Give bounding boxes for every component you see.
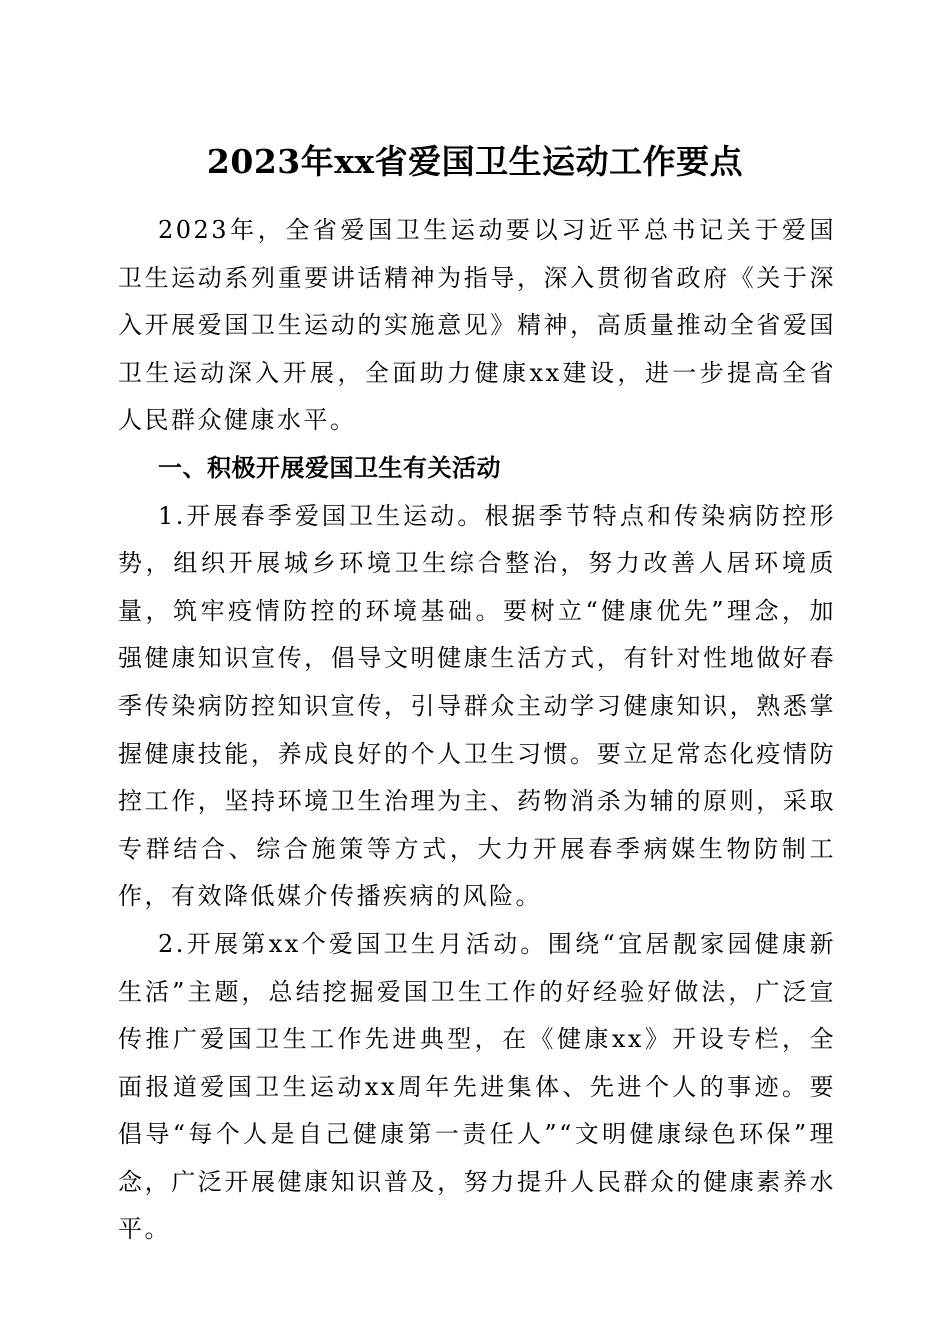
document-body [118,207,836,1254]
intro-paragraph: 2023年，全省爱国卫生运动要以习近平总书记关于爱国卫生运动系列重要讲话精神为指导，深入贯彻省政府《关于深入开展爱国卫生运动的实施意见》精神，高质量推动全省爱国卫生运动深入开展，全面助力健康xx建设，进一步提高全省人民群众健康水平。 [118,216,836,435]
document-title: 2023年xx省爱国卫生运动工作要点 [206,142,744,181]
section-heading-1: 一、积极开展爱国卫生有关活动 [158,453,501,482]
item-1-paragraph: 1.开展春季爱国卫生运动。根据季节特点和传染病防控形势，组织开展城乡环境卫生综合整治，努力改善人居环境质量，筑牢疫情防控的环境基础。要树立“健康优先”理念，加强健康知识宣传，倡导文明健康生活方式，有针对性地做好春季传染病防控知识宣传，引导群众主动学习健康知识，熟悉掌握健康技能，养成良好的个人卫生习惯。要立足常态化疫情防控工作，坚持环境卫生治理为主、药物消杀为辅的原则，采取专群结合、综合施策等方式，大力开展春季病媒生物防制工作，有效降低媒介传播疾病的风险。 [118,501,836,911]
item-2-paragraph: 2.开展第xx个爱国卫生月活动。围绕“宜居靓家园健康新生活”主题，总结挖掘爱国卫生工作的好经验好做法，广泛宣传推广爱国卫生工作先进典型，在《健康xx》开设专栏，全面报道爱国卫生运动xx周年先进集体、先进个人的事迹。要倡导“每个人是自己健康第一责任人”“文明健康绿色环保”理念，广泛开展健康知识普及，努力提升人民群众的健康素养水平。 [118,929,836,1244]
